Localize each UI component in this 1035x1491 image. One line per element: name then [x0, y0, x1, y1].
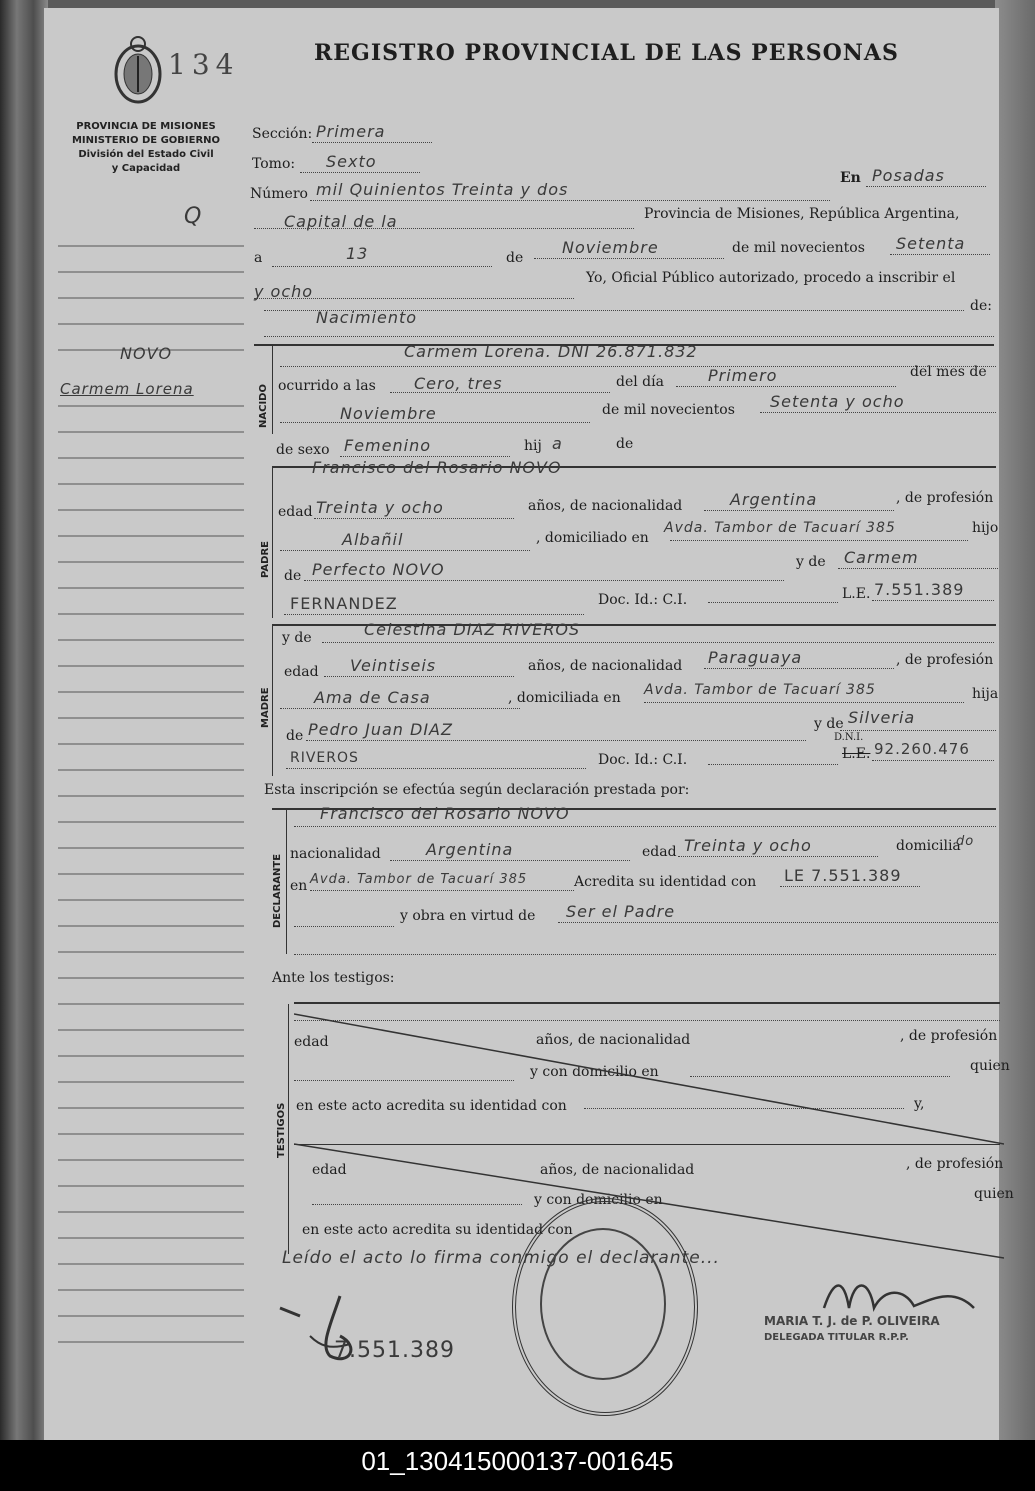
agency-block: [60, 120, 232, 176]
nacido-mes: Noviembre: [340, 404, 437, 423]
padre-nac-label: años, de nacionalidad: [528, 498, 683, 514]
de-label: de: [506, 250, 524, 266]
padre-padre: Perfecto NOVO: [312, 560, 445, 579]
tomo-value: Sexto: [326, 152, 377, 171]
sexo-label: de sexo: [276, 442, 330, 458]
margin-mark: Q: [184, 204, 203, 229]
seccion-value: Primera: [316, 122, 386, 141]
testigo2-edad: edad: [312, 1162, 347, 1178]
padre-de-label: de: [284, 568, 302, 584]
testigo1-edad: edad: [294, 1034, 329, 1050]
padre-prof-label: , de profesión: [896, 490, 994, 506]
declarante-nacionalidad: Argentina: [426, 840, 514, 859]
numero-value: mil Quinientos Treinta y dos: [316, 180, 569, 199]
anio2-value: y ocho: [254, 282, 314, 301]
madre-yde-label: y de: [282, 630, 312, 646]
page-number: 134: [168, 48, 240, 81]
padre-yde-label: y de: [796, 554, 826, 570]
madre-prof-label: , de profesión: [896, 652, 994, 668]
declarante-dom-label: domicilia: [896, 838, 961, 854]
testigo2-prof: , de profesión: [906, 1156, 1004, 1172]
hij-label: hij: [524, 438, 542, 454]
margin-surname: NOVO: [120, 344, 173, 363]
dia-label: del día: [616, 374, 664, 390]
declarante-domicilio: Avda. Tambor de Tacuarí 385: [310, 872, 528, 887]
dia-value: 13: [346, 244, 369, 263]
madre-doc-label: Doc. Id.: C.I.: [598, 752, 688, 768]
padre-domicilio: Avda. Tambor de Tacuarí 385: [664, 520, 896, 536]
hija-label: hija: [972, 686, 999, 702]
padre-le: 7.551.389: [874, 580, 965, 599]
agency-line: MINISTERIO DE GOBIERNO: [71, 135, 221, 146]
a-label: a: [254, 250, 263, 266]
madre-madre2: RIVEROS: [290, 750, 359, 766]
book-binding-edge: [0, 0, 48, 1440]
document-title: REGISTRO PROVINCIAL DE LAS PERSONAS: [314, 40, 899, 66]
hora-value: Cero, tres: [414, 374, 503, 393]
padre-madre: Carmem: [844, 548, 919, 567]
virtud-label: y obra en virtud de: [400, 908, 536, 924]
testigo1-acredita: en este acto acredita su identidad con: [296, 1098, 567, 1114]
anio-label: de mil novecientos: [732, 240, 865, 256]
testigo1-y: y,: [914, 1096, 925, 1112]
oficial-text: Yo, Oficial Público autorizado, procedo a inscribir el: [586, 270, 956, 286]
testigo2-quien: quien: [974, 1186, 1014, 1202]
margin-given-name: Carmem Lorena: [60, 380, 194, 398]
margin-ruled-lines: [58, 238, 244, 1388]
testigo1-quien: quien: [970, 1058, 1010, 1074]
madre-profesion: Ama de Casa: [314, 688, 431, 707]
declarante-en-label: en: [290, 878, 308, 894]
official-title: DELEGADA TITULAR R.P.P.: [764, 1332, 909, 1343]
padre-doc-label: Doc. Id.: C.I.: [598, 592, 688, 608]
provincia-text: Provincia de Misiones, República Argentina,: [644, 206, 960, 222]
nacido-anio: Setenta y ocho: [770, 392, 905, 411]
testigos-intro: Ante los testigos:: [272, 970, 395, 986]
acto-value: Nacimiento: [316, 308, 418, 327]
declarante-dom-suffix: do: [956, 834, 975, 849]
acredita-label: Acredita su identidad con: [574, 874, 757, 890]
padre-edad: Treinta y ocho: [316, 498, 444, 517]
madre-nac-label: años, de nacionalidad: [528, 658, 683, 674]
nacido-anio-label: de mil novecientos: [602, 402, 735, 418]
padre-madre2: FERNANDEZ: [290, 594, 398, 613]
testigo2-dom: y con domicilio en: [534, 1192, 663, 1208]
padre-le-label: L.E.: [842, 586, 871, 602]
declarante-intro: Esta inscripción se efectúa según declaración prestada por:: [264, 782, 690, 798]
section-testigos: TESTIGOS: [276, 1102, 287, 1158]
tomo-label: Tomo:: [252, 156, 296, 172]
padre-edad-label: edad: [278, 504, 313, 520]
testigo1-nac: años, de nacionalidad: [536, 1032, 691, 1048]
declarante-nac-label: nacionalidad: [290, 846, 381, 862]
certificate-paper: [44, 8, 1014, 1440]
testigo1-dom: y con domicilio en: [530, 1064, 659, 1080]
mes-label: del mes de: [910, 364, 987, 380]
section-declarante: DECLARANTE: [272, 853, 283, 928]
declarante-nombre: Francisco del Rosario NOVO: [320, 804, 570, 823]
madre-padre: Pedro Juan DIAZ: [308, 720, 453, 739]
madre-nacionalidad: Paraguaya: [708, 648, 803, 667]
madre-yde2-label: y de: [814, 716, 844, 732]
de-colon: de:: [970, 298, 992, 314]
declarante-doc: LE 7.551.389: [784, 866, 902, 885]
madre-le-label: L.E.: [842, 746, 871, 762]
coat-of-arms-icon: [110, 34, 166, 106]
hij-value: a: [552, 434, 563, 453]
official-stamp-inner: [540, 1228, 666, 1380]
section-madre: MADRE: [260, 687, 271, 728]
virtud-value: Ser el Padre: [566, 902, 676, 921]
madre-edad: Veintiseis: [350, 656, 437, 675]
en-label: En: [840, 170, 861, 186]
official-name: MARIA T. J. de P. OLIVEIRA: [764, 1314, 940, 1328]
hijo-label: hijo: [972, 520, 999, 536]
madre-dni-mark: D.N.I.: [834, 732, 864, 743]
signature-number: 7.551.389: [334, 1338, 455, 1363]
nacido-dia: Primero: [708, 366, 778, 385]
padre-nacionalidad: Argentina: [730, 490, 818, 509]
declarante-edad: Treinta y ocho: [684, 836, 812, 855]
nacido-nombre: Carmem Lorena. DNI 26.871.832: [404, 342, 698, 361]
lugar-value: Posadas: [872, 166, 945, 185]
madre-dni: 92.260.476: [874, 740, 970, 758]
testigo1-prof: , de profesión: [900, 1028, 998, 1044]
image-id-footer: 01_130415000137-001645: [0, 1440, 1035, 1491]
padre-dom-label: , domiciliado en: [536, 530, 649, 546]
madre-de-label: de: [286, 728, 304, 744]
declarante-edad-label: edad: [642, 844, 677, 860]
section-padre: PADRE: [260, 541, 271, 578]
madre-dom-label: , domiciliada en: [508, 690, 621, 706]
madre-nombre: Celestina DIAZ RIVEROS: [364, 620, 581, 639]
padre-profesion: Albañil: [342, 530, 404, 549]
testigo2-acredita: en este acto acredita su identidad con: [302, 1222, 573, 1238]
madre-madre: Silveria: [848, 708, 916, 727]
lugar2-value: Capital de la: [284, 212, 398, 231]
padre-nombre: Francisco del Rosario NOVO: [312, 458, 562, 477]
madre-edad-label: edad: [284, 664, 319, 680]
agency-line: y Capacidad: [111, 163, 181, 174]
nacido-de-label: de: [616, 436, 634, 452]
numero-label: Número: [250, 186, 308, 202]
agency-line: PROVINCIA DE MISIONES: [76, 121, 216, 132]
mes-value: Noviembre: [562, 238, 659, 257]
section-nacido: NACIDO: [258, 384, 269, 428]
closing-text: Leído el acto lo firma conmigo el declarante...: [282, 1248, 720, 1268]
testigo2-nac: años, de nacionalidad: [540, 1162, 695, 1178]
sexo-value: Femenino: [344, 436, 431, 455]
agency-line: División del Estado Civil: [78, 149, 214, 160]
hora-label: ocurrido a las: [278, 378, 376, 394]
anio-value: Setenta: [896, 234, 966, 253]
madre-domicilio: Avda. Tambor de Tacuarí 385: [644, 682, 876, 698]
seccion-label: Sección:: [252, 126, 313, 142]
